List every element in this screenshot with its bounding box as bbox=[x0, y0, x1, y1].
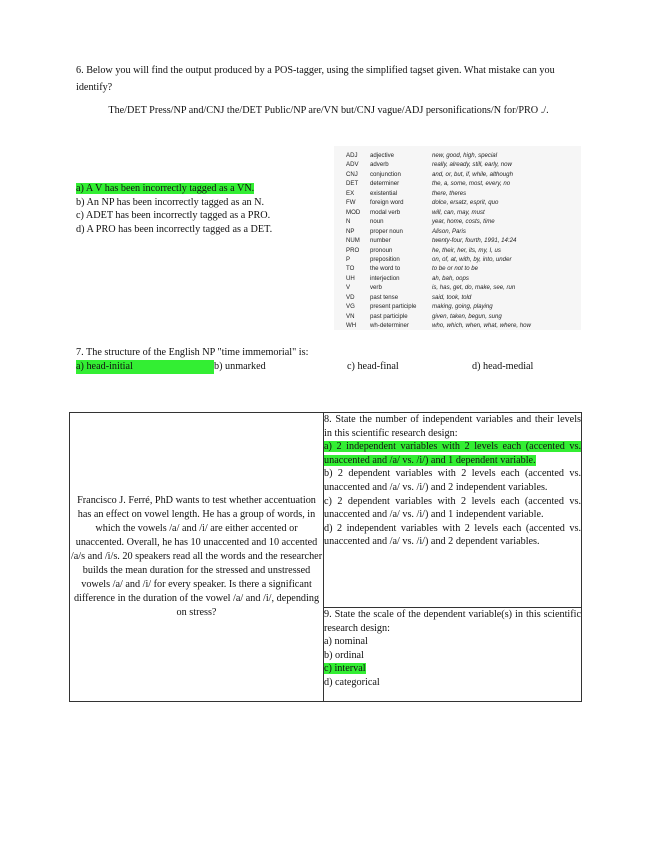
q7-question: 7. The structure of the English NP "time immemorial" is: bbox=[76, 347, 309, 358]
q8-option-d[interactable]: d) 2 independent variables with 2 levels each (accented vs. unaccented and /a/ vs. /i/) and 2 dependent variables. bbox=[324, 522, 581, 548]
q9-option-b[interactable]: b) ordinal bbox=[324, 649, 364, 661]
tagset-name: conjunction bbox=[370, 170, 401, 178]
tagset-examples: really, already, still, early, now bbox=[432, 161, 512, 169]
tagset-image bbox=[334, 146, 581, 330]
tagset-name: past tense bbox=[370, 293, 399, 301]
tagset-tag: FW bbox=[346, 199, 356, 207]
tagset-examples: will, can, may, must bbox=[432, 208, 485, 216]
tagset-name: noun bbox=[370, 218, 384, 226]
tagset-tag: PRO bbox=[346, 246, 360, 254]
q8-option-a-text: a) 2 independent variables with 2 levels each (accented vs. unaccented and /a/ vs. /i/) and 1 dependent variable. bbox=[324, 441, 581, 466]
tagset-examples: making, going, playing bbox=[432, 303, 493, 311]
tagset-row bbox=[346, 151, 531, 160]
tagset-row bbox=[346, 160, 531, 169]
tagset-tag: MOD bbox=[346, 208, 361, 216]
q7-block bbox=[76, 346, 581, 374]
tagset-tag: VN bbox=[346, 312, 355, 320]
tagset-tag: V bbox=[346, 284, 351, 292]
q9-question: 9. State the scale of the dependent variable(s) in this scientific research design: bbox=[324, 609, 581, 634]
tagset-name: preposition bbox=[370, 255, 400, 263]
tagset-name: past participle bbox=[370, 312, 408, 320]
tagset-name: existential bbox=[370, 189, 398, 197]
tagset-row bbox=[346, 255, 531, 264]
tagset-name: modal verb bbox=[370, 208, 401, 216]
tagset-tag: VD bbox=[346, 293, 355, 301]
tagset-name: verb bbox=[370, 284, 382, 292]
tagset-examples: year, home, costs, time bbox=[432, 218, 495, 226]
tagset-row bbox=[346, 198, 531, 207]
tagset-examples: twenty-four, fourth, 1991, 14:24 bbox=[432, 237, 517, 245]
tagset-examples: said, took, told bbox=[432, 293, 472, 301]
tagset-row bbox=[346, 264, 531, 273]
tagset-tag: DET bbox=[346, 180, 359, 188]
q6-option-d[interactable]: d) A PRO has been incorrectly tagged as a DET. bbox=[76, 223, 273, 235]
tagset-row bbox=[346, 283, 531, 292]
q9-option-c[interactable] bbox=[324, 662, 581, 676]
q7-option-d[interactable]: d) head-medial bbox=[472, 361, 534, 372]
tagset-row bbox=[346, 217, 531, 226]
tagset-examples: who, which, when, what, where, how bbox=[432, 322, 531, 330]
tagset-examples: there, theres bbox=[432, 189, 467, 197]
q6-option-a[interactable] bbox=[76, 182, 286, 196]
q7-option-b[interactable]: b) unmarked bbox=[214, 361, 266, 372]
tagset-name: proper noun bbox=[370, 227, 403, 235]
tagset-tag: ADJ bbox=[346, 152, 358, 159]
tagset-row bbox=[346, 227, 531, 236]
q9-option-d[interactable]: d) categorical bbox=[324, 676, 380, 688]
tagset-row bbox=[346, 170, 531, 179]
tagset-tag: N bbox=[346, 218, 351, 226]
tagset-examples: to be or not to be bbox=[432, 265, 479, 273]
q7-options bbox=[76, 360, 581, 374]
q9-option-c-text: c) interval bbox=[324, 663, 366, 675]
tagset-name: present participle bbox=[370, 303, 417, 311]
tagset-examples: he, their, her, its, my, I, us bbox=[432, 246, 501, 254]
tagset-tag: EX bbox=[346, 189, 355, 197]
q8-option-b[interactable]: b) 2 dependent variables with 2 levels each (accented vs. unaccented and /a/ vs. /i/) and 2 independent variables. bbox=[324, 468, 581, 493]
tagset-name: adverb bbox=[370, 161, 389, 169]
q8-cell bbox=[324, 413, 582, 608]
tagset-name: adjective bbox=[370, 152, 395, 159]
q6-option-a-text: a) A V has been incorrectly tagged as a VN. bbox=[76, 183, 255, 194]
q8-option-a[interactable] bbox=[324, 440, 581, 467]
q7-option-a[interactable]: a) head-initial bbox=[76, 360, 214, 374]
tagset-tag: P bbox=[346, 255, 351, 263]
q9-option-a[interactable]: a) nominal bbox=[324, 636, 368, 648]
tagset-row bbox=[346, 189, 531, 198]
research-description: Francisco J. Ferré, PhD wants to test whether accentuation has an effect on vowel length. He has a group of words, in which the vowels /a/ and /i/ are either accented or unaccented. Overall, he has 10 unaccented and 10 accented /a/s and /i/s. 20 speakers read all the words and the researcher builds the mean duration for the stressed and unstressed vowels /a/ and /i/ for every speaker. Is there a significant difference in the duration of the vowel /a/ and /i/, depending on stress? bbox=[70, 413, 324, 702]
tagset-name: number bbox=[370, 237, 391, 245]
tagset-examples: is, has, get, do, make, see, run bbox=[432, 284, 516, 292]
tagset-examples: given, taken, begun, sung bbox=[432, 312, 502, 320]
tagset-row bbox=[346, 274, 531, 283]
tagset-row bbox=[346, 246, 531, 255]
q6-tagged-sentence: The/DET Press/NP and/CNJ the/DET Public/NP are/VN but/CNJ vague/ADJ personifications/N for/PRO ./. bbox=[108, 105, 549, 116]
tagset-examples: the, a, some, most, every, no bbox=[432, 180, 511, 188]
tagset-row bbox=[346, 208, 531, 217]
q6-option-c[interactable]: c) ADET has been incorrectly tagged as a PRO. bbox=[76, 210, 271, 222]
q6-option-b[interactable]: b) An NP has been incorrectly tagged as an N. bbox=[76, 196, 265, 208]
tagset-name: determiner bbox=[370, 180, 400, 188]
tagset-tag: CNJ bbox=[346, 170, 358, 178]
tagset-tag: NUM bbox=[346, 237, 360, 245]
tagset-examples: Alison, Paris bbox=[432, 227, 466, 235]
q7-option-c[interactable]: c) head-final bbox=[347, 361, 399, 372]
tagset-examples: ah, bah, oops bbox=[432, 274, 469, 282]
tagset-examples: on, of, at, with, by, into, under bbox=[432, 255, 512, 263]
tagset-name: foreign word bbox=[370, 199, 404, 207]
research-design-table bbox=[69, 412, 582, 702]
q8-question: 8. State the number of independent variables and their levels in this scientific research design: bbox=[324, 414, 581, 439]
q8-option-c[interactable]: c) 2 dependent variables with 2 levels each (accented vs. unaccented and /a/ vs. /i/) and 1 independent variable. bbox=[324, 495, 581, 521]
tagset-name: pronoun bbox=[370, 246, 393, 254]
tagset-tag: UH bbox=[346, 274, 355, 282]
tagset-row bbox=[346, 179, 531, 188]
tagset-examples: and, or, but, if, while, although bbox=[432, 170, 513, 178]
tagset-tag: WH bbox=[346, 322, 357, 330]
tagset-tag: NP bbox=[346, 227, 355, 235]
tagset-tag: TO bbox=[346, 265, 355, 273]
tagset-table bbox=[346, 151, 531, 331]
q6-question: 6. Below you will find the output produced by a POS-tagger, using the simplified tagset given. What mistake can you identify? bbox=[76, 65, 555, 93]
tagset-row bbox=[346, 293, 531, 302]
tagset-row bbox=[346, 312, 531, 321]
tagset-tag: VG bbox=[346, 303, 355, 311]
tagset-name: interjection bbox=[370, 274, 400, 282]
tagset-examples: dolce, ersatz, esprit, quo bbox=[432, 199, 499, 207]
tagset-examples: new, good, high, special bbox=[432, 152, 498, 159]
tagset-tag: ADV bbox=[346, 161, 359, 169]
tagset-row bbox=[346, 321, 531, 330]
tagset-name: wh-determiner bbox=[370, 322, 409, 330]
q9-cell bbox=[324, 608, 582, 702]
q6-options bbox=[76, 182, 286, 236]
tagset-row bbox=[346, 236, 531, 245]
tagset-name: the word to bbox=[370, 265, 401, 273]
tagset-row bbox=[346, 302, 531, 311]
